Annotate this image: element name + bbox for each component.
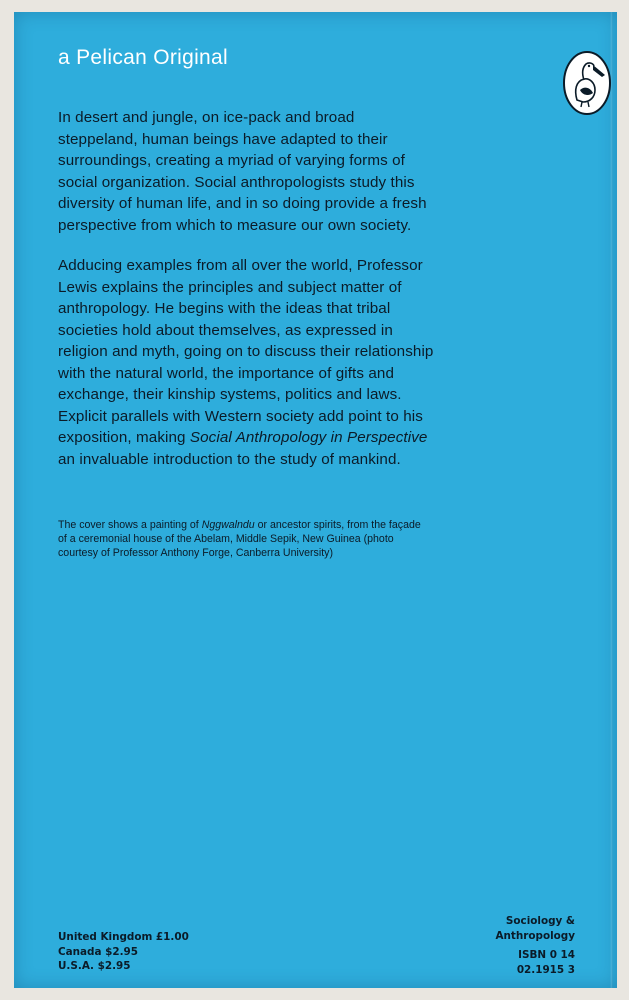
blurb-paragraph-2-text: [58, 255, 438, 470]
subject-line-2: Anthropology: [495, 929, 575, 942]
spine-crease: [610, 12, 613, 988]
price-uk: United Kingdom £1.00: [58, 931, 189, 943]
book-back-cover: [14, 12, 617, 988]
blurb-paragraph-2-part2: an invaluable introduction to the study of mankind.: [58, 450, 401, 468]
book-title-italic: Social Anthropology in Perspective: [189, 429, 428, 446]
price-usa: U.S.A. $2.95: [58, 960, 131, 972]
price-canada: Canada $2.95: [58, 945, 138, 958]
blurb-paragraph-2: [58, 255, 438, 470]
blurb-paragraph-1-text: In desert and jungle, on ice-pack and broad steppeland, human beings have adapted to their surroundings, creating a myriad of varying forms of social organization. Social anthropologists study this diversity of human life, and in so doing provide a fresh perspective from which to measure our own society.: [58, 109, 427, 234]
subject-line-1: Sociology &: [505, 915, 575, 927]
blurb-paragraph-2-part1: Adducing examples from all over the world, Professor Lewis explains the principles and subject matter of anthropology. He begins with the ideas that tribal societies hold about themselves, as expressed in religion and myth, going on to discuss their relationship with the natural world, the importance of gifts and exchange, their kinship systems, politics and laws. Explicit parallels with Western society add point to his exposition, making: [58, 257, 434, 446]
caption-part1: The cover shows a painting of: [58, 519, 202, 531]
isbn-line-2: 02.1915 3: [516, 963, 575, 976]
series-label: a Pelican Original: [58, 46, 228, 69]
caption-part2: or ancestor spirits, from the façade of a ceremonial house of the Abelam, Middle Sepik, New Guinea (photo courtesy of Professor Anthony Forge, Canberra University): [58, 519, 421, 559]
caption-term-italic: Nggwalndu: [201, 519, 255, 531]
isbn-line-1: ISBN 0 14: [518, 949, 575, 961]
cover-caption: [58, 518, 428, 560]
pelican-logo-icon: [562, 50, 612, 116]
price-list: [58, 930, 189, 974]
blurb-paragraph-1: [58, 107, 438, 236]
subject-and-isbn: [495, 914, 575, 977]
